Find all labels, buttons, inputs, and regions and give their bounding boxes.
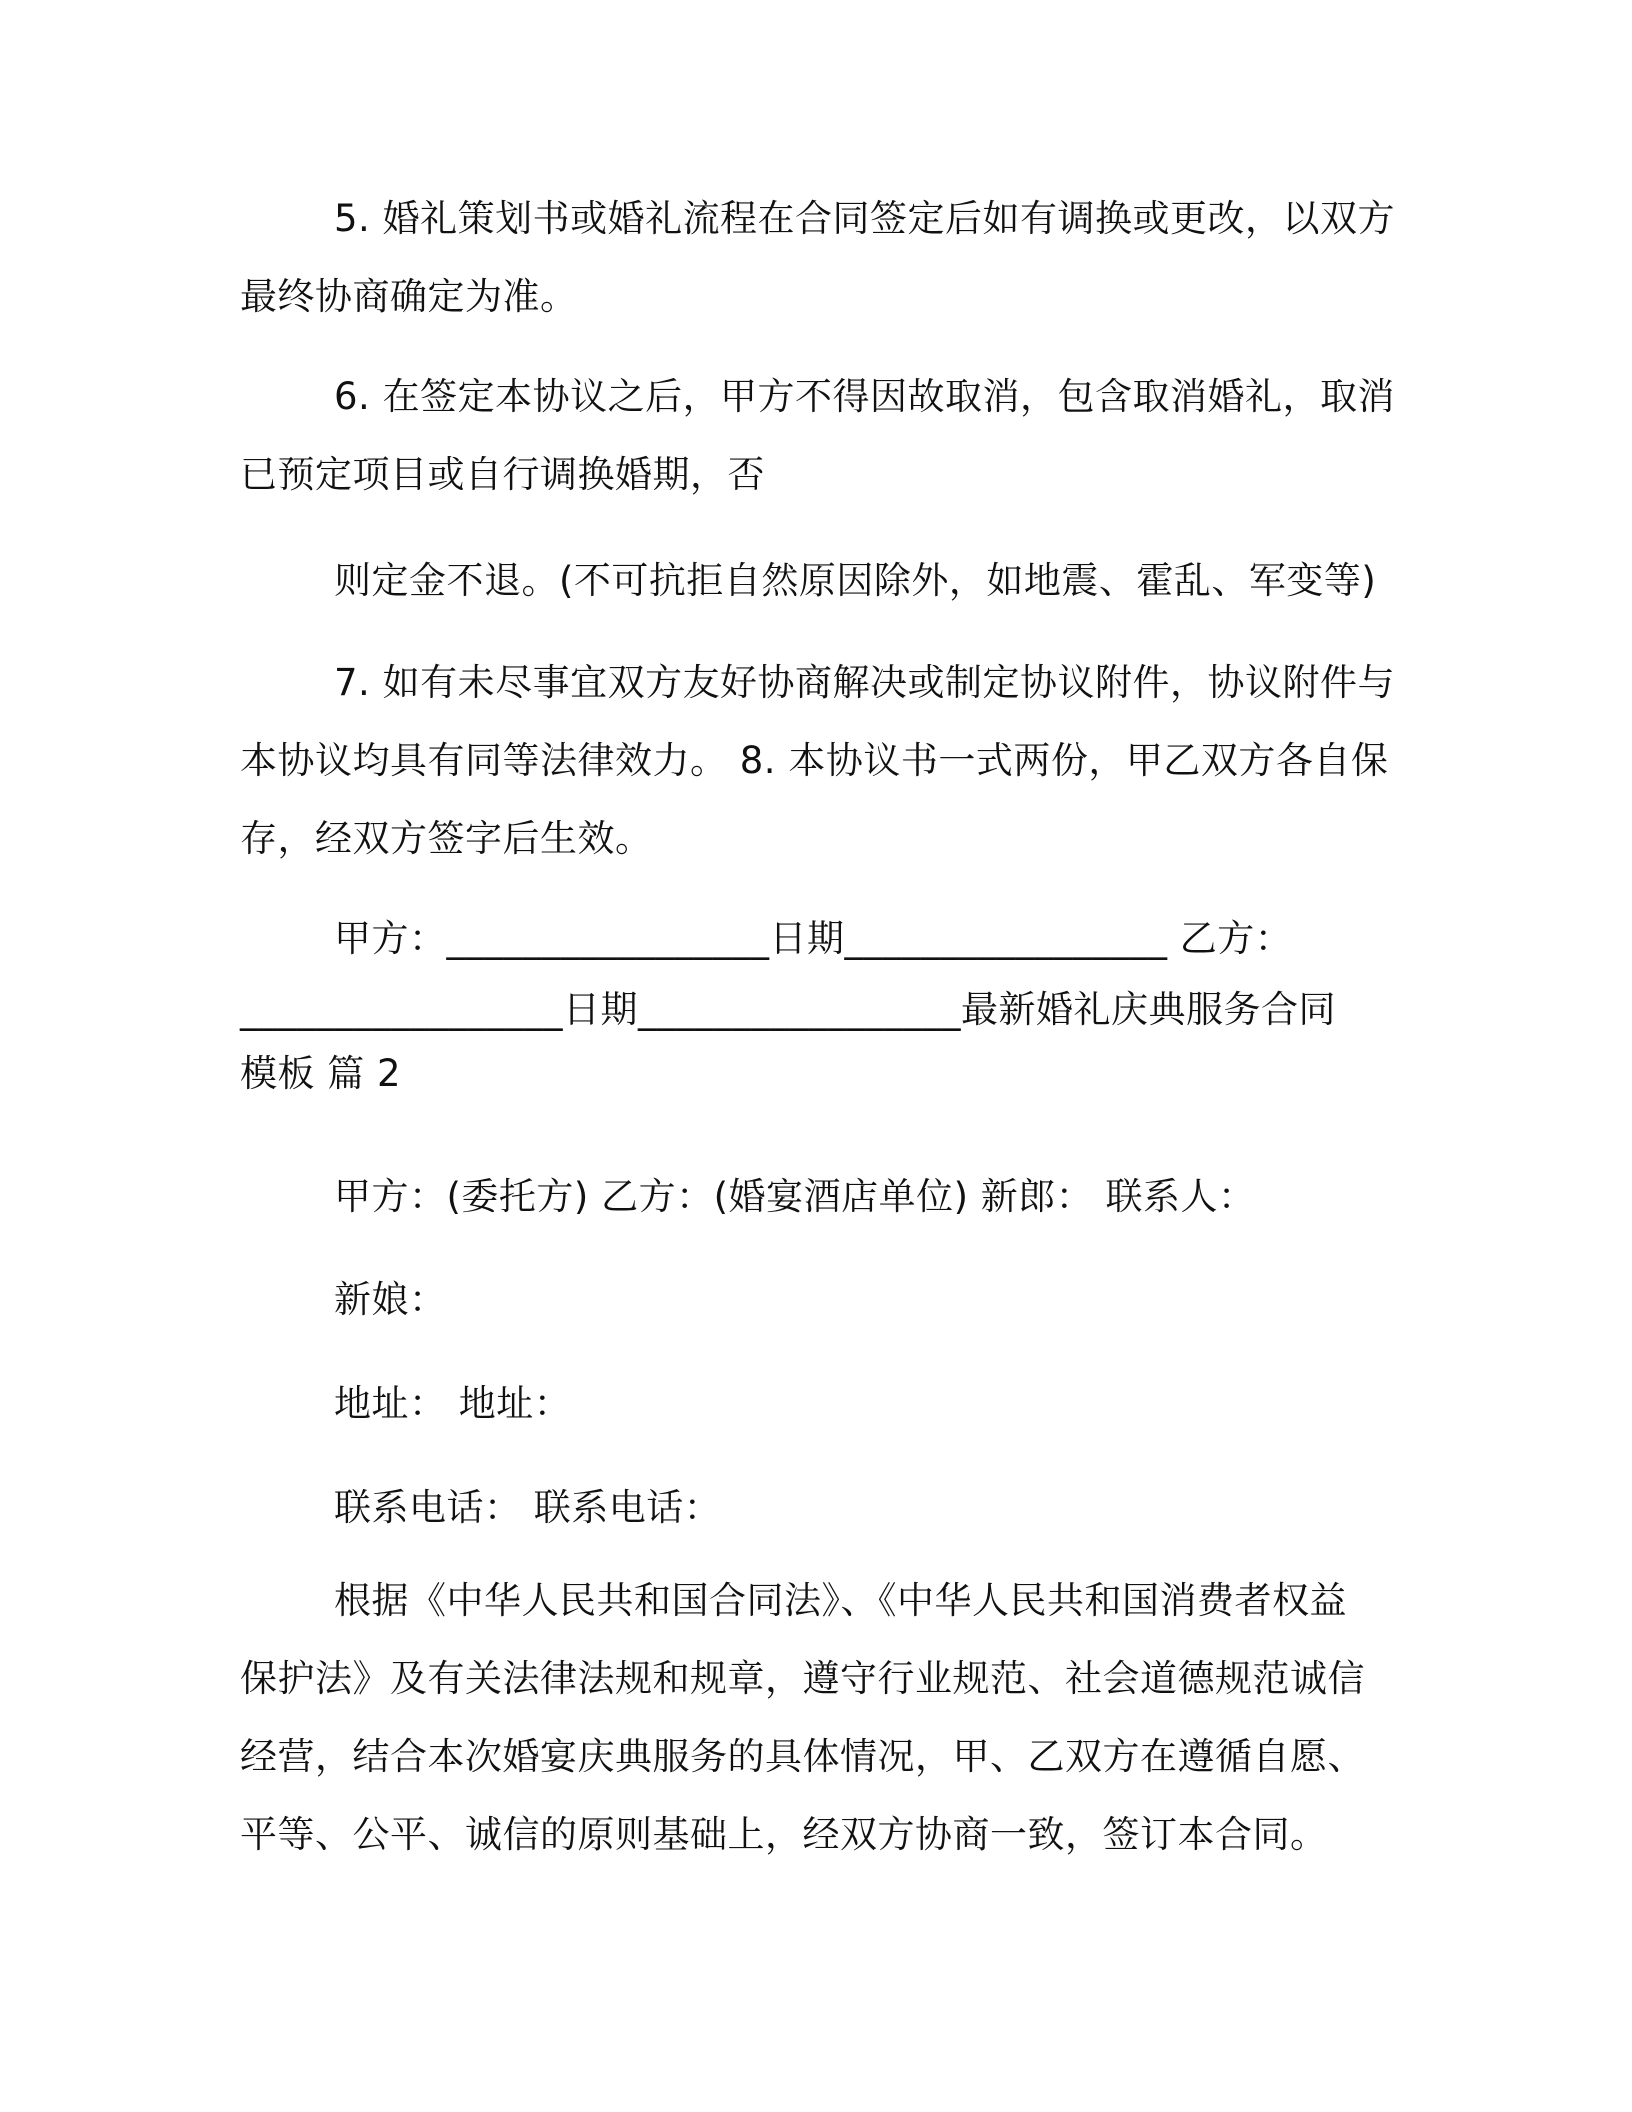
phone-line: 联系电话： 联系电话： — [334, 1486, 722, 1529]
clause-5 — [240, 180, 1396, 336]
preamble-line-1: 根据《中华人民共和国合同法》、《中华人民共和国消费者权益 — [334, 1579, 1347, 1622]
clause-6-line-2: 已预定项目或自行调换婚期，否 — [240, 453, 765, 496]
clause-6-continued: 则定金不退。(不可抗拒自然原因除外，如地震、霍乱、军变等) — [334, 559, 1377, 602]
clause-7-line-3: 存，经双方签字后生效。 — [240, 817, 653, 860]
clause-5-line-2: 最终协商确定为准。 — [240, 275, 578, 318]
preamble-line-4: 平等、公平、诚信的原则基础上，经双方协商一致，签订本合同。 — [240, 1813, 1328, 1856]
clause-7-8 — [240, 644, 1396, 878]
section-heading: 模板 篇 2 — [240, 1052, 402, 1095]
signature-line-2: _________________日期_________________最新婚礼庆典服务合同 — [240, 988, 1336, 1031]
address-line: 地址： 地址： — [334, 1382, 572, 1425]
clause-7-line-1: 7. 如有未尽事宜双方友好协商解决或制定协议附件，协议附件与 — [334, 661, 1396, 704]
preamble — [240, 1562, 1390, 1874]
clause-5-line-1: 5. 婚礼策划书或婚礼流程在合同签定后如有调换或更改，以双方 — [334, 197, 1396, 240]
clause-6-line-1: 6. 在签定本协议之后，甲方不得因故取消，包含取消婚礼，取消 — [334, 375, 1396, 418]
preamble-line-3: 经营，结合本次婚宴庆典服务的具体情况，甲、乙双方在遵循自愿、 — [240, 1735, 1365, 1778]
clause-6 — [240, 358, 1396, 514]
signature-block — [240, 900, 1390, 1106]
preamble-line-2: 保护法》及有关法律法规和规章，遵守行业规范、社会道德规范诚信 — [240, 1657, 1365, 1700]
parties-line: 甲方：(委托方) 乙方：(婚宴酒店单位) 新郎： 联系人： — [334, 1175, 1256, 1218]
signature-line-1: 甲方：_________________日期_________________ 乙方： — [334, 917, 1293, 960]
clause-7-line-2: 本协议均具有同等法律效力。 8. 本协议书一式两份，甲乙双方各自保 — [240, 739, 1389, 782]
bride-line: 新娘： — [334, 1278, 447, 1321]
